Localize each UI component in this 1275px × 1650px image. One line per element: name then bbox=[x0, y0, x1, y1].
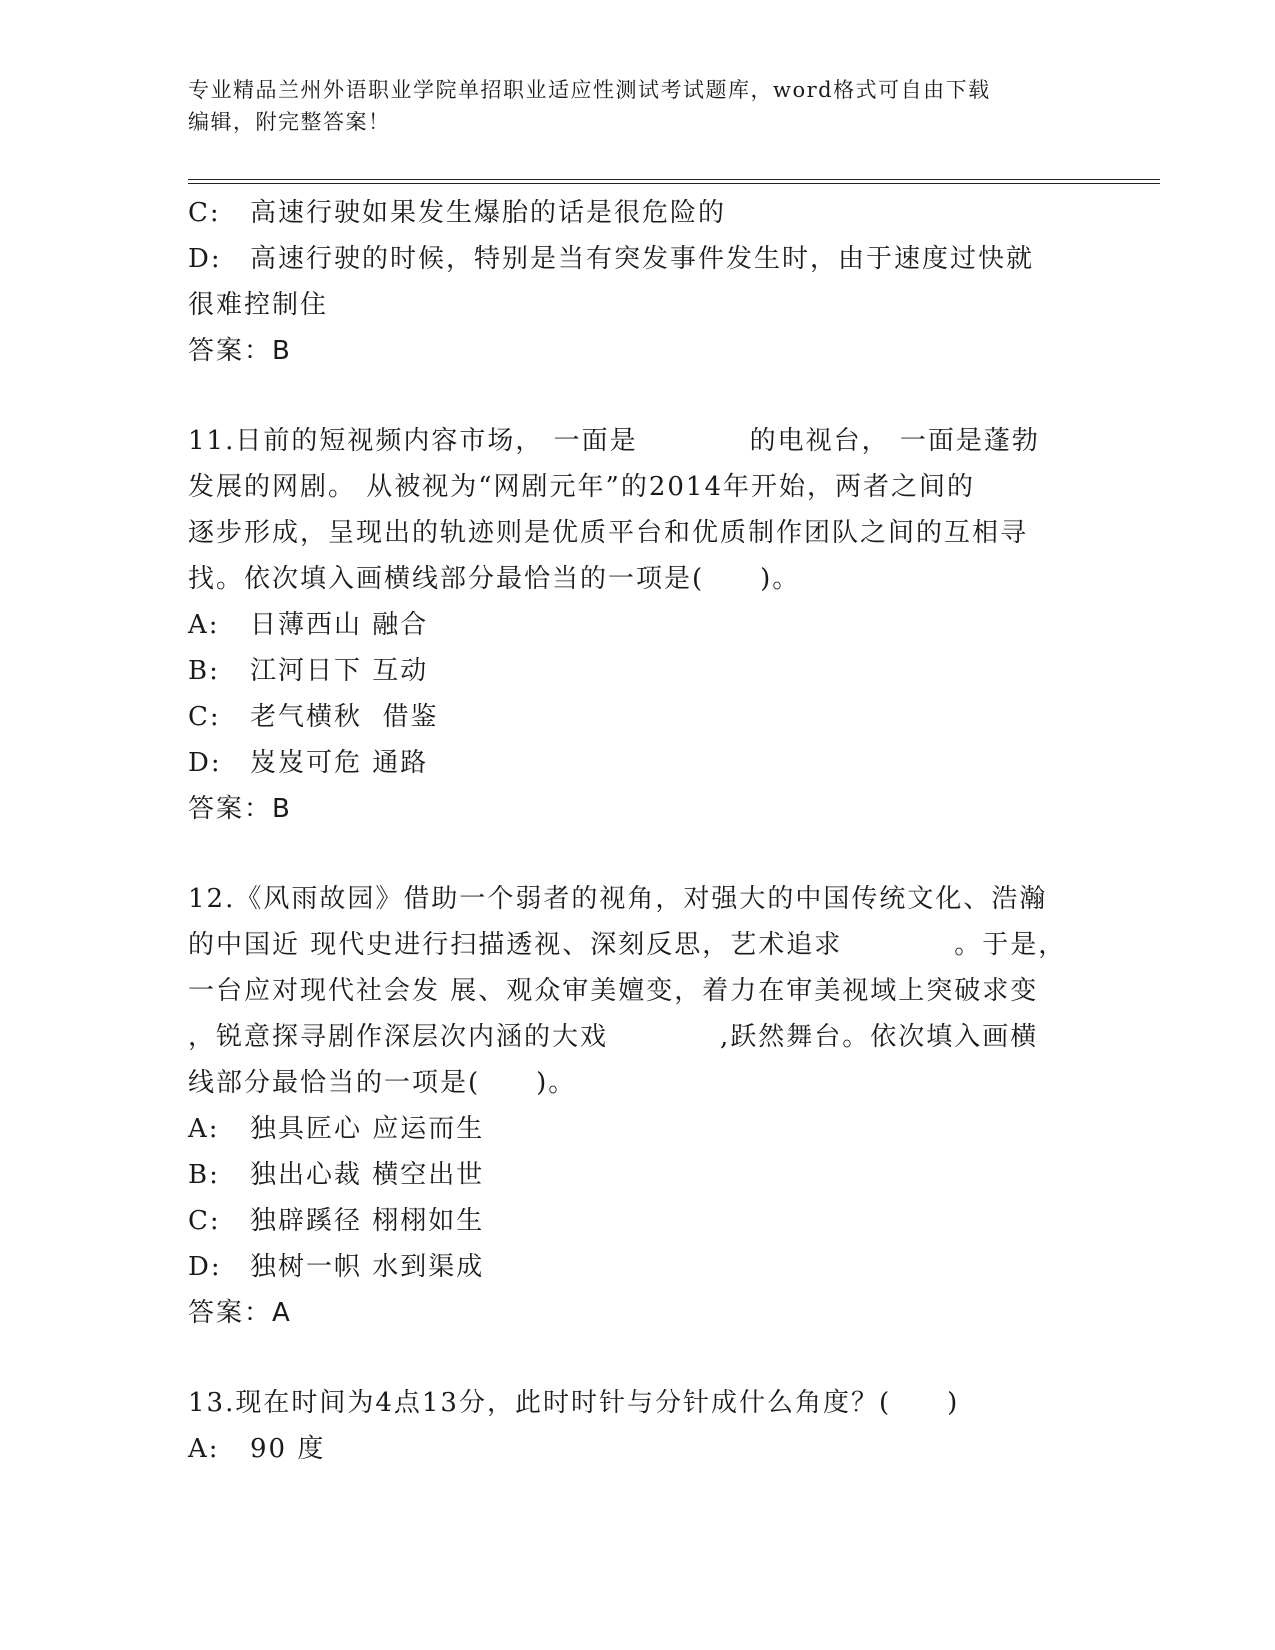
option-label: C: bbox=[188, 198, 221, 228]
q12-stem-line-5: 线部分最恰当的一项是( )。 bbox=[188, 1068, 577, 1098]
q11-stem-line-2: 发展的网剧。 从被视为“网剧元年”的2014年开始，两者之间的 bbox=[188, 472, 976, 502]
answer-q11: 答案：B bbox=[188, 794, 292, 824]
q12-stem-line-2: 的中国近 现代史进行扫描透视、深刻反思，艺术追求 。于是， bbox=[188, 930, 1067, 960]
option-text: 高速行驶的时候，特别是当有突发事件发生时，由于速度过快就 bbox=[250, 244, 1035, 274]
option-label: A: bbox=[188, 610, 220, 640]
page-header bbox=[188, 74, 1088, 138]
option-d bbox=[188, 236, 1088, 282]
header-divider-top bbox=[188, 179, 1160, 180]
q11-option-c bbox=[188, 694, 1088, 740]
option-text: 高速行驶如果发生爆胎的话是很危险的 bbox=[250, 198, 727, 228]
option-label: A: bbox=[188, 1434, 220, 1464]
option-text: 独出心裁 横空出世 bbox=[250, 1160, 485, 1190]
option-label: D: bbox=[188, 244, 222, 274]
q13-stem-line-1: 13.现在时间为4点13分，此时时针与分针成什么角度？( ) bbox=[188, 1388, 960, 1418]
option-text: 老气横秋 借鉴 bbox=[250, 702, 439, 732]
option-text: 江河日下 互动 bbox=[250, 656, 429, 686]
q13-option-a bbox=[188, 1426, 1088, 1472]
q12-option-b bbox=[188, 1152, 1088, 1198]
option-label: A: bbox=[188, 1114, 220, 1144]
q11-stem-line-1: 11.日前的短视频内容市场， 一面是 的电视台， 一面是蓬勃 bbox=[188, 426, 1040, 456]
q11-option-b bbox=[188, 648, 1088, 694]
answer-q12: 答案：A bbox=[188, 1298, 292, 1328]
option-text: 岌岌可危 通路 bbox=[250, 748, 429, 778]
header-divider-bottom bbox=[188, 183, 1160, 184]
option-label: B: bbox=[188, 1160, 220, 1190]
option-d-continuation: 很难控制住 bbox=[188, 290, 329, 320]
q12-stem-line-4: ，锐意探寻剧作深层次内涵的大戏 ,跃然舞台。依次填入画横 bbox=[188, 1022, 1039, 1052]
option-text: 独辟蹊径 栩栩如生 bbox=[250, 1206, 485, 1236]
option-label: D: bbox=[188, 748, 222, 778]
q12-option-d bbox=[188, 1244, 1088, 1290]
header-line-2: 编辑，附完整答案！ bbox=[188, 110, 391, 134]
option-text: 90 度 bbox=[250, 1434, 326, 1464]
option-text: 日薄西山 融合 bbox=[250, 610, 429, 640]
answer-q10: 答案：B bbox=[188, 336, 292, 366]
q12-stem-line-1: 12.《风雨故园》借助一个弱者的视角，对强大的中国传统文化、浩瀚 bbox=[188, 884, 1048, 914]
option-label: C: bbox=[188, 702, 221, 732]
q11-stem-line-3: 逐步形成，呈现出的轨迹则是优质平台和优质制作团队之间的互相寻 bbox=[188, 518, 1029, 548]
header-line-1: 专业精品兰州外语职业学院单招职业适应性测试考试题库，word格式可自由下载 bbox=[188, 78, 991, 102]
option-label: B: bbox=[188, 656, 220, 686]
option-text: 独具匠心 应运而生 bbox=[250, 1114, 485, 1144]
q12-option-c bbox=[188, 1198, 1088, 1244]
option-label: D: bbox=[188, 1252, 222, 1282]
q12-stem-line-3: 一台应对现代社会发 展、观众审美嬗变，着力在审美视域上突破求变 bbox=[188, 976, 1039, 1006]
q11-option-d bbox=[188, 740, 1088, 786]
option-c bbox=[188, 190, 1088, 236]
q12-option-a bbox=[188, 1106, 1088, 1152]
q11-stem-line-4: 找。依次填入画横线部分最恰当的一项是( )。 bbox=[188, 564, 801, 594]
option-label: C: bbox=[188, 1206, 221, 1236]
q11-option-a bbox=[188, 602, 1088, 648]
question-content bbox=[188, 190, 1088, 1472]
option-text: 独树一帜 水到渠成 bbox=[250, 1252, 485, 1282]
